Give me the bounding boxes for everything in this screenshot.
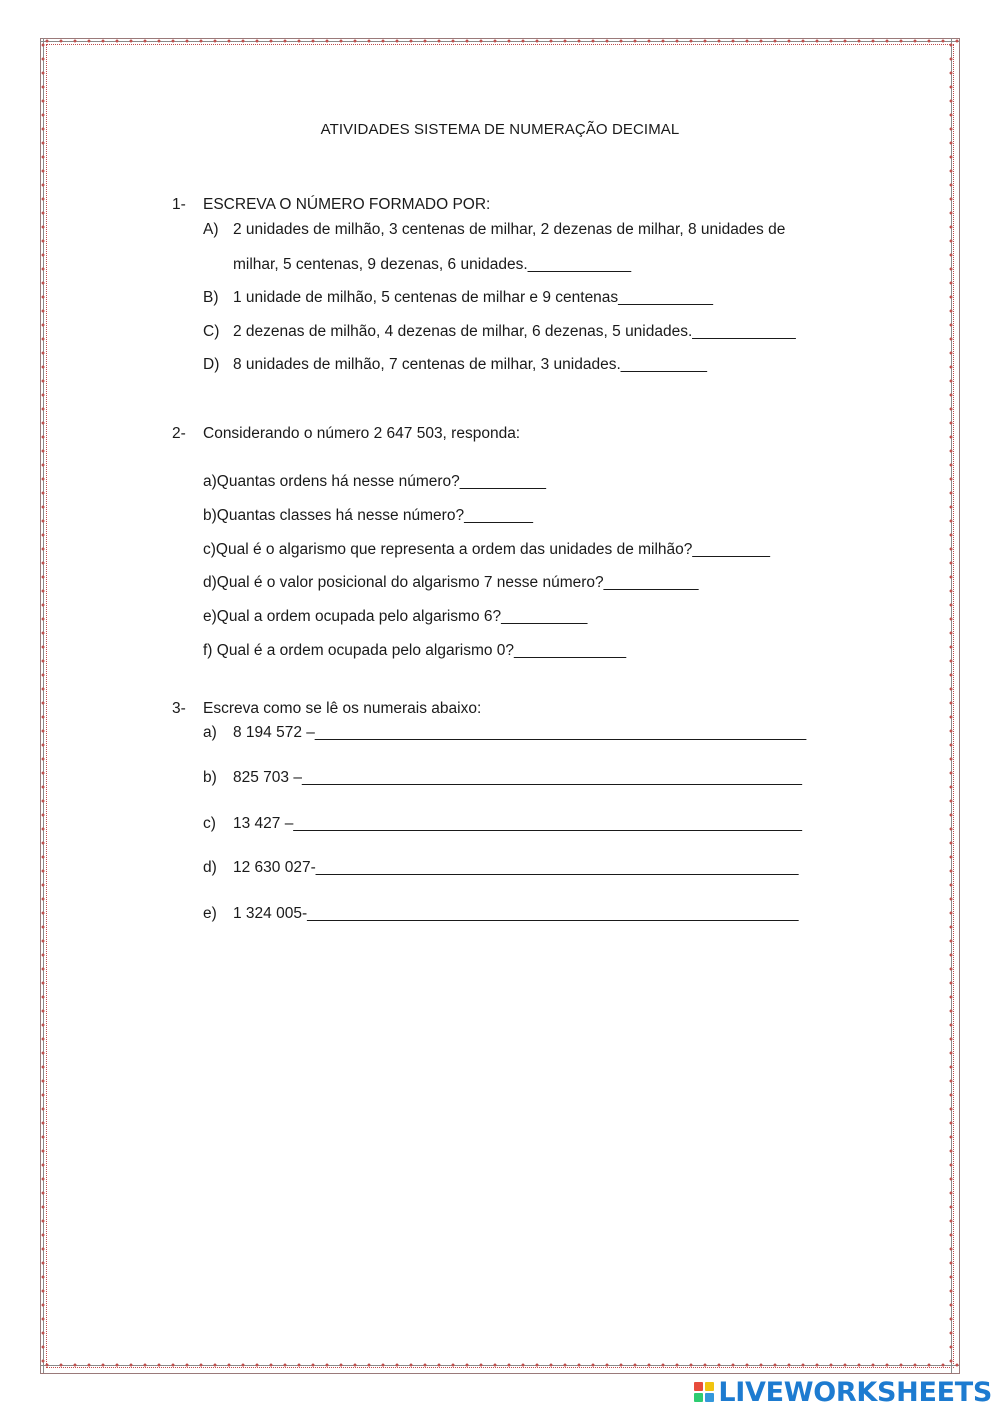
question-2-prompt: Considerando o número 2 647 503, responda: — [203, 425, 521, 442]
q2-item-f[interactable]: f) Qual é a ordem ocupada pelo algarismo 0?_____________ — [203, 642, 627, 659]
q3-item-a-letter: a) — [203, 724, 217, 741]
liveworksheets-brand — [694, 1377, 992, 1407]
question-1-prompt: ESCREVA O NÚMERO FORMADO POR: — [203, 196, 491, 213]
question-3-prompt: Escreva como se lê os numerais abaixo: — [203, 700, 482, 717]
q2-item-b[interactable]: b)Quantas classes há nesse número?________ — [203, 507, 534, 524]
logo-square-yellow — [705, 1382, 714, 1391]
q3-item-d-text[interactable]: 12 630 027-________________________________________________________ — [233, 859, 799, 876]
q2-item-c[interactable]: c)Qual é o algarismo que representa a ordem das unidades de milhão?_________ — [203, 541, 770, 558]
q3-item-e-letter: e) — [203, 905, 217, 922]
q1-item-b-letter: B) — [203, 289, 219, 306]
question-1-number: 1- — [172, 196, 186, 213]
q1-item-c-text[interactable]: 2 dezenas de milhão, 4 dezenas de milhar, 6 dezenas, 5 unidades.____________ — [233, 323, 796, 340]
question-2-number: 2- — [172, 425, 186, 442]
q3-item-c-text[interactable]: 13 427 –___________________________________________________________ — [233, 815, 802, 832]
logo-square-blue — [705, 1393, 714, 1402]
q1-item-d-text[interactable]: 8 unidades de milhão, 7 centenas de milhar, 3 unidades.__________ — [233, 356, 707, 373]
q2-item-a[interactable]: a)Quantas ordens há nesse número?__________ — [203, 473, 546, 490]
liveworksheets-logo-icon — [694, 1382, 714, 1402]
q3-item-c-letter: c) — [203, 815, 216, 832]
question-3-number: 3- — [172, 700, 186, 717]
q1-item-a-line1: 2 unidades de milhão, 3 centenas de milhar, 2 dezenas de milhar, 8 unidades de — [233, 221, 786, 238]
border-strip-left — [40, 38, 46, 1374]
q1-item-c-letter: C) — [203, 323, 220, 340]
liveworksheets-wordmark: LIVEWORKSHEETS — [718, 1376, 992, 1408]
q3-item-d-letter: d) — [203, 859, 217, 876]
logo-square-green — [694, 1393, 703, 1402]
q3-item-a-text[interactable]: 8 194 572 –_________________________________________________________ — [233, 724, 807, 741]
border-strip-top — [40, 38, 960, 44]
border-strip-right — [948, 38, 954, 1374]
q1-item-b-text[interactable]: 1 unidade de milhão, 5 centenas de milhar e 9 centenas___________ — [233, 289, 714, 306]
q3-item-e-text[interactable]: 1 324 005-_________________________________________________________ — [233, 905, 799, 922]
q2-item-d[interactable]: d)Qual é o valor posicional do algarismo 7 nesse número?___________ — [203, 574, 699, 591]
logo-square-red — [694, 1382, 703, 1391]
q3-item-b-letter: b) — [203, 769, 217, 786]
q2-item-e[interactable]: e)Qual a ordem ocupada pelo algarismo 6?__________ — [203, 608, 588, 625]
q1-item-d-letter: D) — [203, 356, 220, 373]
q1-item-a-line2[interactable]: milhar, 5 centenas, 9 dezenas, 6 unidades.____________ — [233, 256, 632, 273]
border-strip-bottom — [40, 1362, 960, 1368]
q3-item-b-text[interactable]: 825 703 –__________________________________________________________ — [233, 769, 802, 786]
q1-item-a-letter: A) — [203, 221, 219, 238]
worksheet-title: ATIVIDADES SISTEMA DE NUMERAÇÃO DECIMAL — [320, 121, 680, 138]
